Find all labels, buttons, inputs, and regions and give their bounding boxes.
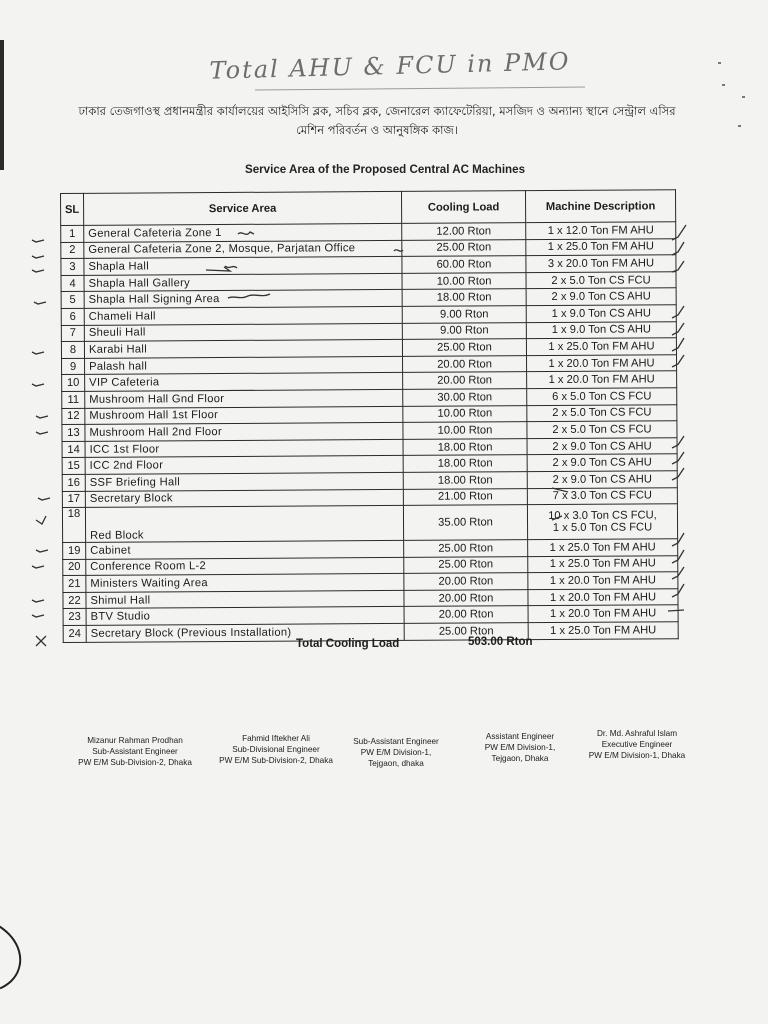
row-service-area: BTV Studio (86, 607, 404, 626)
signatory-name: Assistant Engineer (485, 732, 555, 741)
row-machine-description (526, 288, 676, 306)
header-service-area: Service Area (84, 191, 402, 225)
row-sl: 17 (62, 491, 85, 508)
handwritten-underline (255, 87, 585, 91)
row-tick (32, 240, 44, 242)
machine-description-line: 1 x 25.0 Ton FM AHU (549, 541, 656, 554)
row-service-area: Mushroom Hall 2nd Floor (85, 423, 403, 442)
row-machine-description (527, 437, 677, 455)
row-machine-description (528, 605, 678, 623)
row-machine-description (528, 589, 678, 607)
row-sl: 11 (62, 391, 85, 408)
signatory-2 (206, 733, 346, 766)
row-service-area: Sheuli Hall (84, 323, 402, 342)
row-service-area: Mushroom Hall 1st Floor (85, 406, 403, 425)
row-machine-description (526, 321, 676, 339)
row-sl: 21 (63, 576, 86, 593)
row-machine-description (527, 504, 677, 540)
signatory-4 (472, 731, 568, 764)
row-service-area: General Cafeteria Zone 2, Mosque, Parjatan Office (84, 240, 402, 259)
machine-description-line: 1 x 20.0 Ton FM AHU (548, 356, 655, 370)
machine-description-line: 1 x 12.0 Ton FM AHU (547, 224, 654, 237)
row-tick (32, 566, 44, 568)
row-machine-description (526, 238, 676, 256)
machine-description-line: 2 x 5.0 Ton CS FCU (552, 423, 652, 436)
row-tick (34, 302, 46, 304)
machine-description-line: 1 x 25.0 Ton FM AHU (550, 624, 657, 637)
row-service-area: VIP Cafeteria (85, 373, 403, 392)
row-sl: 7 (61, 325, 84, 342)
row-machine-description (527, 487, 677, 505)
row-tick (36, 516, 46, 524)
row-cooling-load: 21.00 Rton (403, 488, 527, 505)
signatory-3 (346, 736, 446, 769)
row-service-area: Secretary Block (85, 489, 403, 508)
scan-speck (722, 84, 725, 86)
total-cooling-load-label: Total Cooling Load (296, 638, 400, 650)
cross-mark (36, 636, 46, 646)
machine-description-line: 2 x 9.0 Ton CS AHU (552, 456, 652, 470)
signatory-name: Dr. Md. Ashraful Islam (596, 729, 678, 738)
row-tick (38, 498, 50, 500)
row-sl: 5 (61, 292, 84, 309)
scan-edge-shadow (0, 40, 4, 170)
row-cooling-load: 12.00 Rton (402, 223, 526, 240)
row-machine-description (528, 555, 678, 573)
row-cooling-load: 10.00 Rton (403, 422, 527, 439)
row-tick (36, 432, 48, 434)
row-sl: 12 (62, 408, 85, 425)
machine-description-line: 2 x 5.0 Ton CS FCU (551, 273, 651, 287)
row-machine-description (526, 255, 676, 273)
row-cooling-load: 9.00 Rton (402, 306, 526, 323)
row-sl: 20 (63, 559, 86, 576)
row-service-area: Palash hall (85, 356, 403, 375)
row-service-area: ICC 2nd Floor (85, 456, 403, 475)
row-cooling-load: 18.00 Rton (402, 289, 526, 306)
row-service-area: Conference Room L-2 (86, 557, 404, 576)
row-cooling-load: 20.00 Rton (404, 606, 528, 623)
row-tick (32, 270, 44, 272)
row-service-area: Red Block (85, 506, 403, 543)
row-cooling-load: 18.00 Rton (403, 472, 527, 489)
scan-speck (718, 62, 721, 64)
row-service-area: Shapla Hall (84, 257, 402, 276)
signatory-title: Sub-Assistant Engineer (92, 747, 178, 756)
row-cooling-load: 25.00 Rton (402, 239, 526, 256)
row-machine-description (526, 305, 676, 323)
row-cooling-load: 18.00 Rton (403, 438, 527, 455)
signatory-name: Fahmid Iftekher Ali (242, 734, 310, 743)
row-cooling-load: 20.00 Rton (403, 372, 527, 389)
header-machine-description: Machine Description (525, 190, 675, 223)
row-cooling-load: 30.00 Rton (403, 389, 527, 406)
row-machine-description (526, 338, 676, 356)
signatory-5 (574, 728, 700, 761)
machine-description-line: 1 x 25.0 Ton FM AHU (549, 557, 656, 571)
signatory-office: PW E/M Sub-Division-2, Dhaka (219, 756, 333, 765)
row-tick (36, 550, 48, 552)
row-machine-description (527, 354, 677, 372)
handwritten-title: Total AHU & FCU in PMO (209, 47, 571, 85)
signatory-office: PW E/M Sub-Division-2, Dhaka (78, 758, 192, 767)
row-cooling-load: 20.00 Rton (404, 573, 528, 590)
row-cooling-load: 10.00 Rton (402, 272, 526, 289)
row-service-area: Secretary Block (Previous Installation) (86, 623, 404, 642)
machine-description-line: 1 x 9.0 Ton CS AHU (551, 307, 651, 320)
row-sl: 6 (61, 308, 84, 325)
row-sl: 19 (63, 542, 86, 559)
signatory-title: Executive Engineer (601, 740, 673, 749)
row-sl: 10 (62, 375, 85, 392)
row-machine-description (526, 272, 676, 290)
machine-description-line: 2 x 9.0 Ton CS AHU (552, 473, 652, 486)
signatory-title: Sub-Divisional Engineer (232, 745, 320, 754)
row-sl: 2 (61, 242, 84, 259)
signatory-office: PW E/M Division-1, Dhaka (588, 751, 686, 760)
signatory-name: Sub-Assistant Engineer (353, 737, 439, 746)
row-machine-description (526, 222, 676, 240)
table-row (62, 504, 677, 543)
row-sl: 8 (61, 342, 84, 359)
row-machine-description (528, 572, 678, 590)
signatory-office: Tejgaon, Dhaka (491, 754, 549, 763)
machine-description-line: 1 x 20.0 Ton FM AHU (549, 574, 656, 588)
header-cooling-load: Cooling Load (401, 191, 525, 224)
row-cooling-load: 9.00 Rton (402, 322, 526, 339)
machine-description-line: 2 x 9.0 Ton CS AHU (552, 439, 652, 453)
machine-description-line: 2 x 9.0 Ton CS AHU (551, 290, 651, 304)
row-cooling-load: 60.00 Rton (402, 256, 526, 273)
total-cooling-load-value: 503.00 Rton (468, 636, 533, 648)
binder-hole-arc (0, 906, 31, 1005)
row-sl: 4 (61, 275, 84, 292)
row-sl: 1 (61, 225, 84, 242)
machine-description-line: 1 x 20.0 Ton FM AHU (549, 607, 657, 621)
machine-description-line: 2 x 5.0 Ton CS FCU (552, 406, 652, 420)
service-area-table (60, 189, 679, 642)
row-machine-description (528, 539, 678, 557)
row-sl: 15 (62, 458, 85, 475)
row-sl: 23 (63, 609, 86, 626)
signatory-1 (60, 735, 210, 768)
signatory-block (60, 727, 710, 777)
signatory-title: PW E/M Division-1, (484, 743, 556, 752)
row-machine-description (528, 622, 678, 640)
row-machine-description (527, 388, 677, 406)
row-sl: 9 (62, 358, 85, 375)
machine-description-line: 1 x 25.0 Ton FM AHU (548, 340, 655, 353)
machine-description-line: 7 x 3.0 Ton CS FCU (552, 489, 653, 503)
table-header-row (61, 190, 676, 226)
row-service-area: Chameli Hall (84, 306, 402, 325)
row-cooling-load: 25.00 Rton (404, 556, 528, 573)
row-sl: 16 (62, 474, 85, 491)
table-body (61, 222, 679, 642)
row-machine-description (527, 471, 677, 489)
row-service-area: Shapla Hall Signing Area (84, 290, 402, 309)
row-tick (32, 352, 44, 354)
machine-description-line: 10 x 3.0 Ton CS FCU, (548, 509, 657, 523)
machine-description-line: 1 x 20.0 Ton FM AHU (548, 373, 655, 387)
row-cooling-load: 25.00 Rton (402, 339, 526, 356)
row-cooling-load: 25.00 Rton (404, 623, 528, 640)
row-tick (32, 256, 44, 258)
row-machine-description (527, 454, 677, 472)
row-cooling-load: 20.00 Rton (404, 590, 528, 607)
row-sl: 18 (62, 507, 85, 542)
row-service-area: SSF Briefing Hall (85, 472, 403, 491)
machine-description-line: 1 x 5.0 Ton CS FCU (552, 521, 653, 535)
row-service-area: Shapla Hall Gallery (84, 273, 402, 292)
row-service-area: Ministers Waiting Area (86, 574, 404, 593)
row-sl: 13 (62, 424, 85, 441)
row-tick (32, 600, 44, 602)
row-cooling-load: 10.00 Rton (403, 405, 527, 422)
row-sl: 24 (63, 625, 86, 642)
row-service-area: Shimul Hall (86, 590, 404, 609)
signatory-title: PW E/M Division-1, (360, 748, 432, 757)
header-sl: SL (61, 193, 84, 225)
row-service-area: ICC 1st Floor (85, 439, 403, 458)
row-service-area: Mushroom Hall Gnd Floor (85, 389, 403, 408)
row-tick (32, 384, 44, 386)
row-sl: 3 (61, 259, 84, 276)
row-tick (36, 416, 48, 418)
row-service-area: Karabi Hall (84, 340, 402, 359)
row-sl: 14 (62, 441, 85, 458)
row-machine-description (527, 404, 677, 422)
row-tick (32, 615, 44, 617)
row-cooling-load: 20.00 Rton (403, 355, 527, 372)
row-machine-description (527, 371, 677, 389)
signatory-office: Tejgaon, dhaka (368, 759, 424, 768)
row-sl: 22 (63, 592, 86, 609)
machine-description-line: 6 x 5.0 Ton CS FCU (552, 390, 652, 403)
machine-description-line: 3 x 20.0 Ton FM AHU (547, 257, 655, 271)
row-machine-description (527, 421, 677, 439)
row-cooling-load: 25.00 Rton (404, 540, 528, 557)
scan-speck (738, 125, 741, 127)
row-service-area: General Cafeteria Zone 1 (84, 223, 402, 242)
scan-speck (742, 96, 745, 98)
machine-description-line: 1 x 25.0 Ton FM AHU (547, 240, 654, 254)
signatory-name: Mizanur Rahman Prodhan (87, 736, 183, 745)
bengali-intro-text: ঢাকার তেজগাওস্থ প্রধানমন্ত্রীর কার্যালয়ের আইসিসি ব্লক, সচিব ব্লক, জেনারেল ক্যাফেটেরিয়া, মসজিদ ও অন্যান্য স্থানে সেন্ট্রাল এসির মেশিন পরিবর্তন ও আনুষঙ্গিক কাজ। (78, 104, 676, 137)
row-cooling-load: 35.00 Rton (403, 505, 527, 541)
row-service-area: Cabinet (86, 541, 404, 560)
machine-description-line: 1 x 9.0 Ton CS AHU (551, 323, 652, 337)
row-cooling-load: 18.00 Rton (403, 455, 527, 472)
table-title: Service Area of the Proposed Central AC Machines (244, 163, 526, 176)
machine-description-line: 1 x 20.0 Ton FM AHU (549, 591, 657, 604)
